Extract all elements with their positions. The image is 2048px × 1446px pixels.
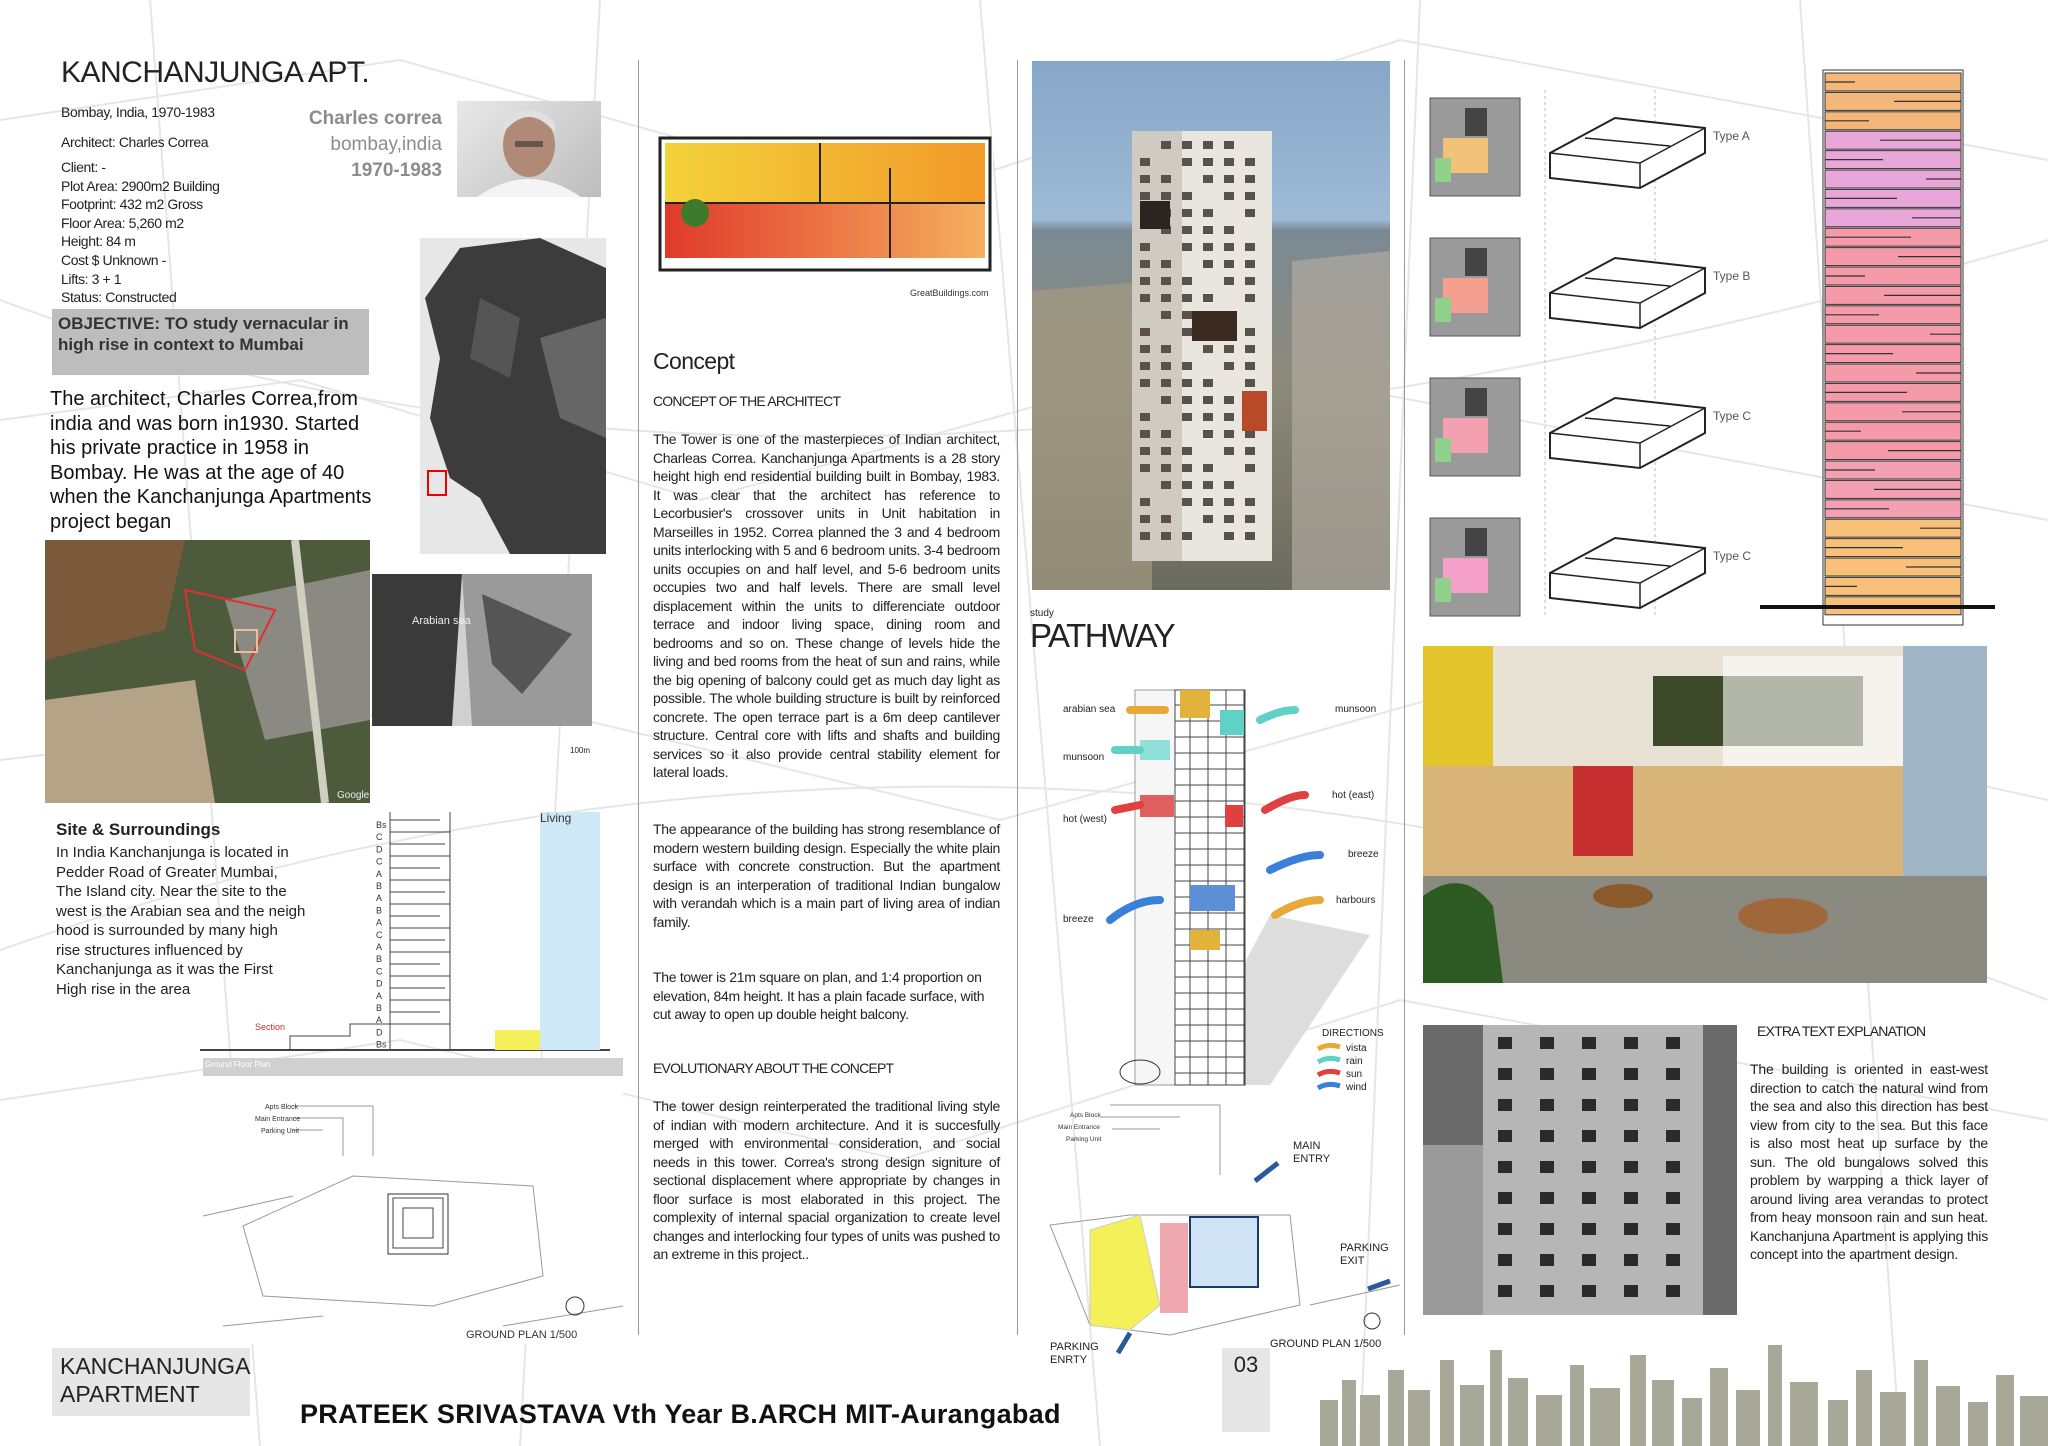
section-code: D <box>376 844 383 855</box>
window <box>1182 311 1192 319</box>
window <box>1140 175 1150 183</box>
window <box>1624 1130 1638 1142</box>
window <box>1140 260 1150 268</box>
column-divider <box>1017 60 1018 1335</box>
footer-title-line: APARTMENT <box>60 1381 200 1407</box>
window <box>1161 532 1171 540</box>
pathway-small: study <box>1030 608 1054 619</box>
section-code: C <box>376 856 383 867</box>
ground-plan-label: GROUND PLAN 1/500 <box>1270 1338 1382 1350</box>
window <box>1203 209 1213 217</box>
window <box>1182 532 1192 540</box>
unit-type-label: Type C <box>1713 549 1752 563</box>
window <box>1624 1037 1638 1049</box>
window <box>1666 1161 1680 1173</box>
objective-box <box>52 309 369 375</box>
window <box>1498 1037 1512 1049</box>
map-credit: Google <box>337 790 370 801</box>
window <box>1161 481 1171 489</box>
window <box>1582 1130 1596 1142</box>
section-code: B <box>376 905 383 916</box>
direction-swatch <box>1318 1071 1340 1075</box>
window <box>1161 260 1171 268</box>
window <box>1224 481 1234 489</box>
window <box>1203 141 1213 149</box>
direction-swatch <box>1318 1084 1340 1088</box>
window <box>1161 362 1171 370</box>
window <box>1666 1099 1680 1111</box>
parking-exit-label: EXIT <box>1340 1255 1365 1267</box>
footer-title-line: KANCHANJUNGA <box>60 1353 251 1379</box>
window <box>1182 141 1192 149</box>
window <box>1224 277 1234 285</box>
section-code: D <box>376 1027 383 1038</box>
section-code: A <box>376 868 383 879</box>
map-scale: 100m <box>570 746 591 755</box>
window <box>1224 175 1234 183</box>
window <box>1540 1192 1554 1204</box>
window <box>1203 226 1213 234</box>
fact-item: Footprint: 432 m2 Gross <box>61 196 203 213</box>
location-year: Bombay, India, 1970-1983 <box>61 104 215 120</box>
window <box>1140 413 1150 421</box>
window <box>1203 158 1213 166</box>
window <box>1224 243 1234 251</box>
window <box>1498 1099 1512 1111</box>
window <box>1182 294 1192 302</box>
window <box>1203 294 1213 302</box>
parking-entry-label: PARKING <box>1050 1341 1099 1353</box>
window <box>1224 447 1234 455</box>
caption-years: 1970-1983 <box>351 160 442 181</box>
window <box>1161 447 1171 455</box>
window <box>1161 175 1171 183</box>
unit-plan-fill <box>1435 298 1451 322</box>
unit-type <box>1430 98 1750 196</box>
window <box>1161 141 1171 149</box>
window <box>1582 1285 1596 1297</box>
directions-title: DIRECTIONS <box>1322 1028 1384 1039</box>
concept-paragraph: The Tower is one of the masterpieces of Indian architect, Charleas Correa. Kanchanjunga Apartments is a 28 story height high end residential building built in Bombay, 1983. It was clear that the architect has reference to Lecorbusier's crossover units in Unit habitation in Marseilles in 1952. Correa planned the 3 and 4 bedroom units interlocking with 5 and 6 bedroom units. 3-4 bedroom units occupies on and half level, and 5-6 bedroom units occupies two and half levels. There are small level displacement within the units to differenciate outdoor terrace and indoor living space, dining room and bedrooms and so on. These change of levels hide the living and bed rooms from the heat of sun and rains, while the big opening of balcony could get as much day light as possible. The whole building structure is built by reinforced concrete. The open terrace part is a 6m deep cantilever structure. Central core with lifts and shafts and building services so it also provide central stability element for lateral loads. <box>653 431 1000 780</box>
unit-axonometric <box>1550 118 1705 188</box>
window <box>1224 413 1234 421</box>
unit-type-label: Type B <box>1713 269 1751 283</box>
window <box>1666 1223 1680 1235</box>
window <box>1203 175 1213 183</box>
plan-legend-item: Apts Block <box>265 1104 299 1111</box>
footer-author: PRATEEK SRIVASTAVA Vth Year B.ARCH MIT-Aurangabad <box>300 1399 1061 1429</box>
window <box>1140 464 1150 472</box>
plan-legend-item: Main Entrance <box>255 1116 301 1123</box>
window <box>1203 515 1213 523</box>
unit-plan-core <box>1465 528 1487 556</box>
fact-item: Height: 84 m <box>61 233 136 250</box>
window <box>1161 515 1171 523</box>
window <box>1498 1161 1512 1173</box>
project-facts <box>61 158 220 307</box>
skyline-silhouette <box>1300 1340 2048 1446</box>
direction-label: sun <box>1346 1069 1363 1080</box>
window <box>1203 413 1213 421</box>
window <box>1540 1161 1554 1173</box>
page-number: 03 <box>1222 1348 1270 1432</box>
main-entry-label: ENTRY <box>1293 1153 1331 1165</box>
window <box>1245 243 1255 251</box>
window <box>1245 464 1255 472</box>
window <box>1224 362 1234 370</box>
window <box>1140 328 1150 336</box>
column-divider <box>638 60 639 1335</box>
window <box>1182 277 1192 285</box>
window <box>1624 1161 1638 1173</box>
window <box>1182 362 1192 370</box>
window <box>1245 175 1255 183</box>
ground-plan-col1 <box>203 1058 623 1344</box>
window <box>1498 1285 1512 1297</box>
direction-swatch <box>1318 1045 1340 1049</box>
map-label-sea: Arabian sea <box>412 615 471 627</box>
window <box>1161 345 1171 353</box>
window <box>1498 1254 1512 1266</box>
concept-paragraph: The appearance of the building has strong resemblance of modern western building design. Especially the white plain surface with concrete construction. But the apartment design is an interperation of traditional Indian bungalow with verandah which is a main part of living area of indian family. <box>653 821 1000 930</box>
window <box>1182 328 1192 336</box>
pathway-label: breeze <box>1063 914 1094 925</box>
mumbai-map <box>420 238 606 554</box>
fact-item: Lifts: 3 + 1 <box>61 270 122 287</box>
window <box>1224 141 1234 149</box>
window <box>1224 532 1234 540</box>
extra-body: The building is oriented in east-west direction to catch the natural wind from the sea and also this direction has best view from city to the sea. But this face is also most heat up surface by the sun. The old bungalows solved this problem by warpping a thick layer of around living area verandas to protect from heay monsoon rain and sun heat. Kanchanjuna Apartment is applying this concept into the apartment design. <box>1750 1061 1988 1262</box>
window <box>1203 345 1213 353</box>
window <box>1182 396 1192 404</box>
window <box>1582 1254 1596 1266</box>
window <box>1245 430 1255 438</box>
window <box>1245 532 1255 540</box>
aerial-bw-map <box>372 574 592 726</box>
window <box>1161 277 1171 285</box>
window <box>1582 1099 1596 1111</box>
window <box>1245 209 1255 217</box>
window <box>1540 1285 1554 1297</box>
evolution-heading: EVOLUTIONARY ABOUT THE CONCEPT <box>653 1060 894 1076</box>
window <box>1245 498 1255 506</box>
window <box>1161 294 1171 302</box>
window <box>1245 260 1255 268</box>
window <box>1666 1068 1680 1080</box>
window <box>1182 192 1192 200</box>
extra-heading: EXTRA TEXT EXPLANATION <box>1757 1023 1926 1039</box>
ground-plan-label: GROUND PLAN 1/500 <box>466 1329 578 1341</box>
section-code: A <box>376 990 383 1001</box>
sketch-credit: GreatBuildings.com <box>910 288 989 298</box>
window <box>1140 362 1150 370</box>
unit-plan-core <box>1465 388 1487 416</box>
window <box>1666 1130 1680 1142</box>
window <box>1624 1192 1638 1204</box>
window <box>1624 1223 1638 1235</box>
window <box>1245 362 1255 370</box>
fact-item: Client: - <box>61 159 106 175</box>
window <box>1224 345 1234 353</box>
living-label: Living <box>540 811 572 825</box>
window <box>1140 277 1150 285</box>
pathway-label: munsoon <box>1063 752 1105 763</box>
unit-plan-core <box>1465 108 1487 136</box>
window <box>1203 243 1213 251</box>
direction-swatch <box>1318 1058 1340 1062</box>
window <box>1140 243 1150 251</box>
pathway-diagram <box>1040 675 1400 1095</box>
unit-axonometric <box>1550 538 1705 608</box>
direction-label: rain <box>1346 1056 1363 1067</box>
window <box>1182 379 1192 387</box>
unit-axonometric <box>1550 398 1705 468</box>
window <box>1245 158 1255 166</box>
unit-type-label: Type A <box>1713 129 1750 143</box>
site-heading: Site & Surroundings <box>56 820 221 839</box>
window <box>1582 1068 1596 1080</box>
column-divider <box>1404 60 1405 1335</box>
pathway-heading: PATHWAY <box>1030 617 1175 654</box>
section-code: A <box>376 1015 383 1026</box>
window <box>1182 226 1192 234</box>
unit-plan-core <box>1465 248 1487 276</box>
unit-type <box>1430 238 1750 336</box>
window <box>1624 1099 1638 1111</box>
section-code: A <box>376 942 383 952</box>
window <box>1582 1192 1596 1204</box>
window <box>1245 515 1255 523</box>
section-code: Bs <box>376 1039 387 1050</box>
window <box>1666 1192 1680 1204</box>
window <box>1624 1254 1638 1266</box>
section-code: B <box>376 954 383 965</box>
window <box>1224 396 1234 404</box>
window <box>1140 379 1150 387</box>
window <box>1203 464 1213 472</box>
window <box>1182 447 1192 455</box>
plan-legend-item: Main Entrance <box>1058 1124 1100 1131</box>
window <box>1161 430 1171 438</box>
window <box>1224 226 1234 234</box>
window <box>1140 498 1150 506</box>
window <box>1224 515 1234 523</box>
footer-title <box>52 1348 250 1416</box>
section-code: C <box>376 929 383 940</box>
window <box>1245 328 1255 336</box>
window <box>1540 1037 1554 1049</box>
parking-exit-label: PARKING <box>1340 1242 1389 1254</box>
section-code: B <box>376 1003 383 1013</box>
concept-paragraph: The tower is 21m square on plan, and 1:4 proportion on elevation, 84m height. It has a plain facade surface, with cut away to open up double height balcony. <box>653 969 985 1022</box>
window <box>1161 311 1171 319</box>
window <box>1540 1223 1554 1235</box>
unit-types-panel <box>1425 90 1752 615</box>
facade-detail-photo <box>1423 1025 1737 1315</box>
pathway-label: breeze <box>1348 849 1379 860</box>
window <box>1161 396 1171 404</box>
window <box>1540 1068 1554 1080</box>
window <box>1182 243 1192 251</box>
ground-plan-header: Ground Floor Plan <box>205 1060 271 1069</box>
window <box>1224 158 1234 166</box>
unit-type <box>1430 378 1751 476</box>
window <box>1666 1254 1680 1266</box>
window <box>1140 515 1150 523</box>
window <box>1182 413 1192 421</box>
window <box>1224 260 1234 268</box>
window <box>1498 1192 1512 1204</box>
window <box>1245 277 1255 285</box>
window <box>1182 209 1192 217</box>
window <box>1540 1130 1554 1142</box>
window <box>1182 158 1192 166</box>
fact-item: Cost $ Unknown - <box>61 251 166 268</box>
plan-legend-item: Parking Unit <box>1066 1136 1102 1143</box>
site-satellite-image <box>45 540 370 803</box>
window <box>1140 158 1150 166</box>
objective-text: OBJECTIVE: TO study vernacular in high rise in context to Mumbai <box>58 314 349 354</box>
site-body: In India Kanchanjunga is located in Pedder Road of Greater Mumbai, The Island city. Near the site to the west is the Arabian sea and the neigh hood is surrounded by many high rise structures influenced by Kanchanjunga as it was the First High rise in the area <box>56 844 306 998</box>
window <box>1140 532 1150 540</box>
window <box>1245 345 1255 353</box>
section-code: B <box>376 881 383 891</box>
window <box>1224 498 1234 506</box>
plan-legend-item: Apts Block <box>1070 1112 1101 1119</box>
fact-item: Status: Constructed <box>61 289 177 306</box>
section-codes <box>376 820 387 1050</box>
window <box>1582 1037 1596 1049</box>
window <box>1582 1223 1596 1235</box>
portrait-caption <box>280 106 442 184</box>
window <box>1140 430 1150 438</box>
tower-photo <box>1032 61 1390 590</box>
window <box>1203 498 1213 506</box>
section-code: A <box>376 917 383 928</box>
window <box>1203 481 1213 489</box>
window <box>1624 1285 1638 1297</box>
window <box>1161 379 1171 387</box>
directions-legend <box>1318 1028 1384 1093</box>
main-entry-label: MAIN <box>1293 1140 1321 1152</box>
architect-portrait <box>457 101 601 197</box>
concept-heading: Concept <box>653 348 735 374</box>
section-code: C <box>376 832 383 843</box>
unit-plan-fill <box>1435 438 1451 462</box>
window <box>1498 1130 1512 1142</box>
window <box>1203 430 1213 438</box>
elevation-diagram <box>1755 65 1995 635</box>
unit-plan-fill <box>1435 578 1451 602</box>
unit-type <box>1430 518 1751 616</box>
window <box>1140 447 1150 455</box>
interior-veranda-photo <box>1423 646 1987 983</box>
window <box>1245 379 1255 387</box>
building-section-drawing <box>200 800 610 1060</box>
window <box>1498 1223 1512 1235</box>
direction-label: wind <box>1346 1082 1367 1093</box>
section-code: C <box>376 966 383 977</box>
window <box>1540 1099 1554 1111</box>
architect-line: Architect: Charles Correa <box>61 134 209 150</box>
window <box>1140 345 1150 353</box>
concept-paragraph: The tower design reinterperated the traditional living style of indian with modern architecture. And it is succesfully merged with environmental consideration, and social needs in this tower. Correa's strong design signiture of sectional displacement where appropriate by changes in floor surface is most elaborated in this project. The complexity of internal spacial organization to create level changes and interlocking four types of units was pushed to an extreme in this project.. <box>653 1098 1000 1262</box>
concept-subheading: CONCEPT OF THE ARCHITECT <box>653 393 841 409</box>
window <box>1666 1037 1680 1049</box>
pathway-label: harbours <box>1336 895 1376 906</box>
window <box>1666 1285 1680 1297</box>
unit-axonometric <box>1550 258 1705 328</box>
window <box>1245 294 1255 302</box>
page-title: KANCHANJUNGA APT. <box>61 56 370 89</box>
pathway-label: munsoon <box>1335 704 1377 715</box>
window <box>1203 379 1213 387</box>
window <box>1182 498 1192 506</box>
pathway-label: arabian sea <box>1063 704 1116 715</box>
window <box>1203 396 1213 404</box>
architect-bio: The architect, Charles Correa,from india and was born in1930. Started his private practice in 1958 in Bombay. He was at the age of 40 when the Kanchanjunga Apartments project began <box>50 388 372 533</box>
window <box>1182 464 1192 472</box>
window <box>1161 192 1171 200</box>
unit-plan-fill <box>1435 158 1451 182</box>
window <box>1245 192 1255 200</box>
section-label: Section <box>255 1022 286 1032</box>
direction-label: vista <box>1346 1043 1367 1054</box>
unit-type-label: Type C <box>1713 409 1752 423</box>
fact-item: Plot Area: 2900m2 Building <box>61 177 220 194</box>
pathway-label: hot (west) <box>1063 814 1107 825</box>
section-code: Bs <box>376 820 387 830</box>
window <box>1224 192 1234 200</box>
window <box>1224 430 1234 438</box>
section-code: D <box>376 978 383 989</box>
window <box>1498 1068 1512 1080</box>
plan-legend-item: Parking Unit <box>261 1128 300 1135</box>
window <box>1182 481 1192 489</box>
caption-place: bombay,india <box>330 134 442 155</box>
pathway-label: hot (east) <box>1332 790 1375 801</box>
window <box>1140 294 1150 302</box>
window <box>1245 447 1255 455</box>
caption-name: Charles correa <box>308 108 442 129</box>
concept-section-sketch <box>660 138 993 298</box>
window <box>1624 1068 1638 1080</box>
window <box>1540 1254 1554 1266</box>
window <box>1582 1161 1596 1173</box>
window <box>1161 464 1171 472</box>
section-code: A <box>376 893 383 904</box>
ground-plan-col3 <box>1050 1105 1400 1365</box>
window <box>1203 260 1213 268</box>
parking-entry-label: ENRTY <box>1050 1354 1088 1366</box>
fact-item: Floor Area: 5,260 m2 <box>61 214 184 231</box>
window <box>1140 192 1150 200</box>
